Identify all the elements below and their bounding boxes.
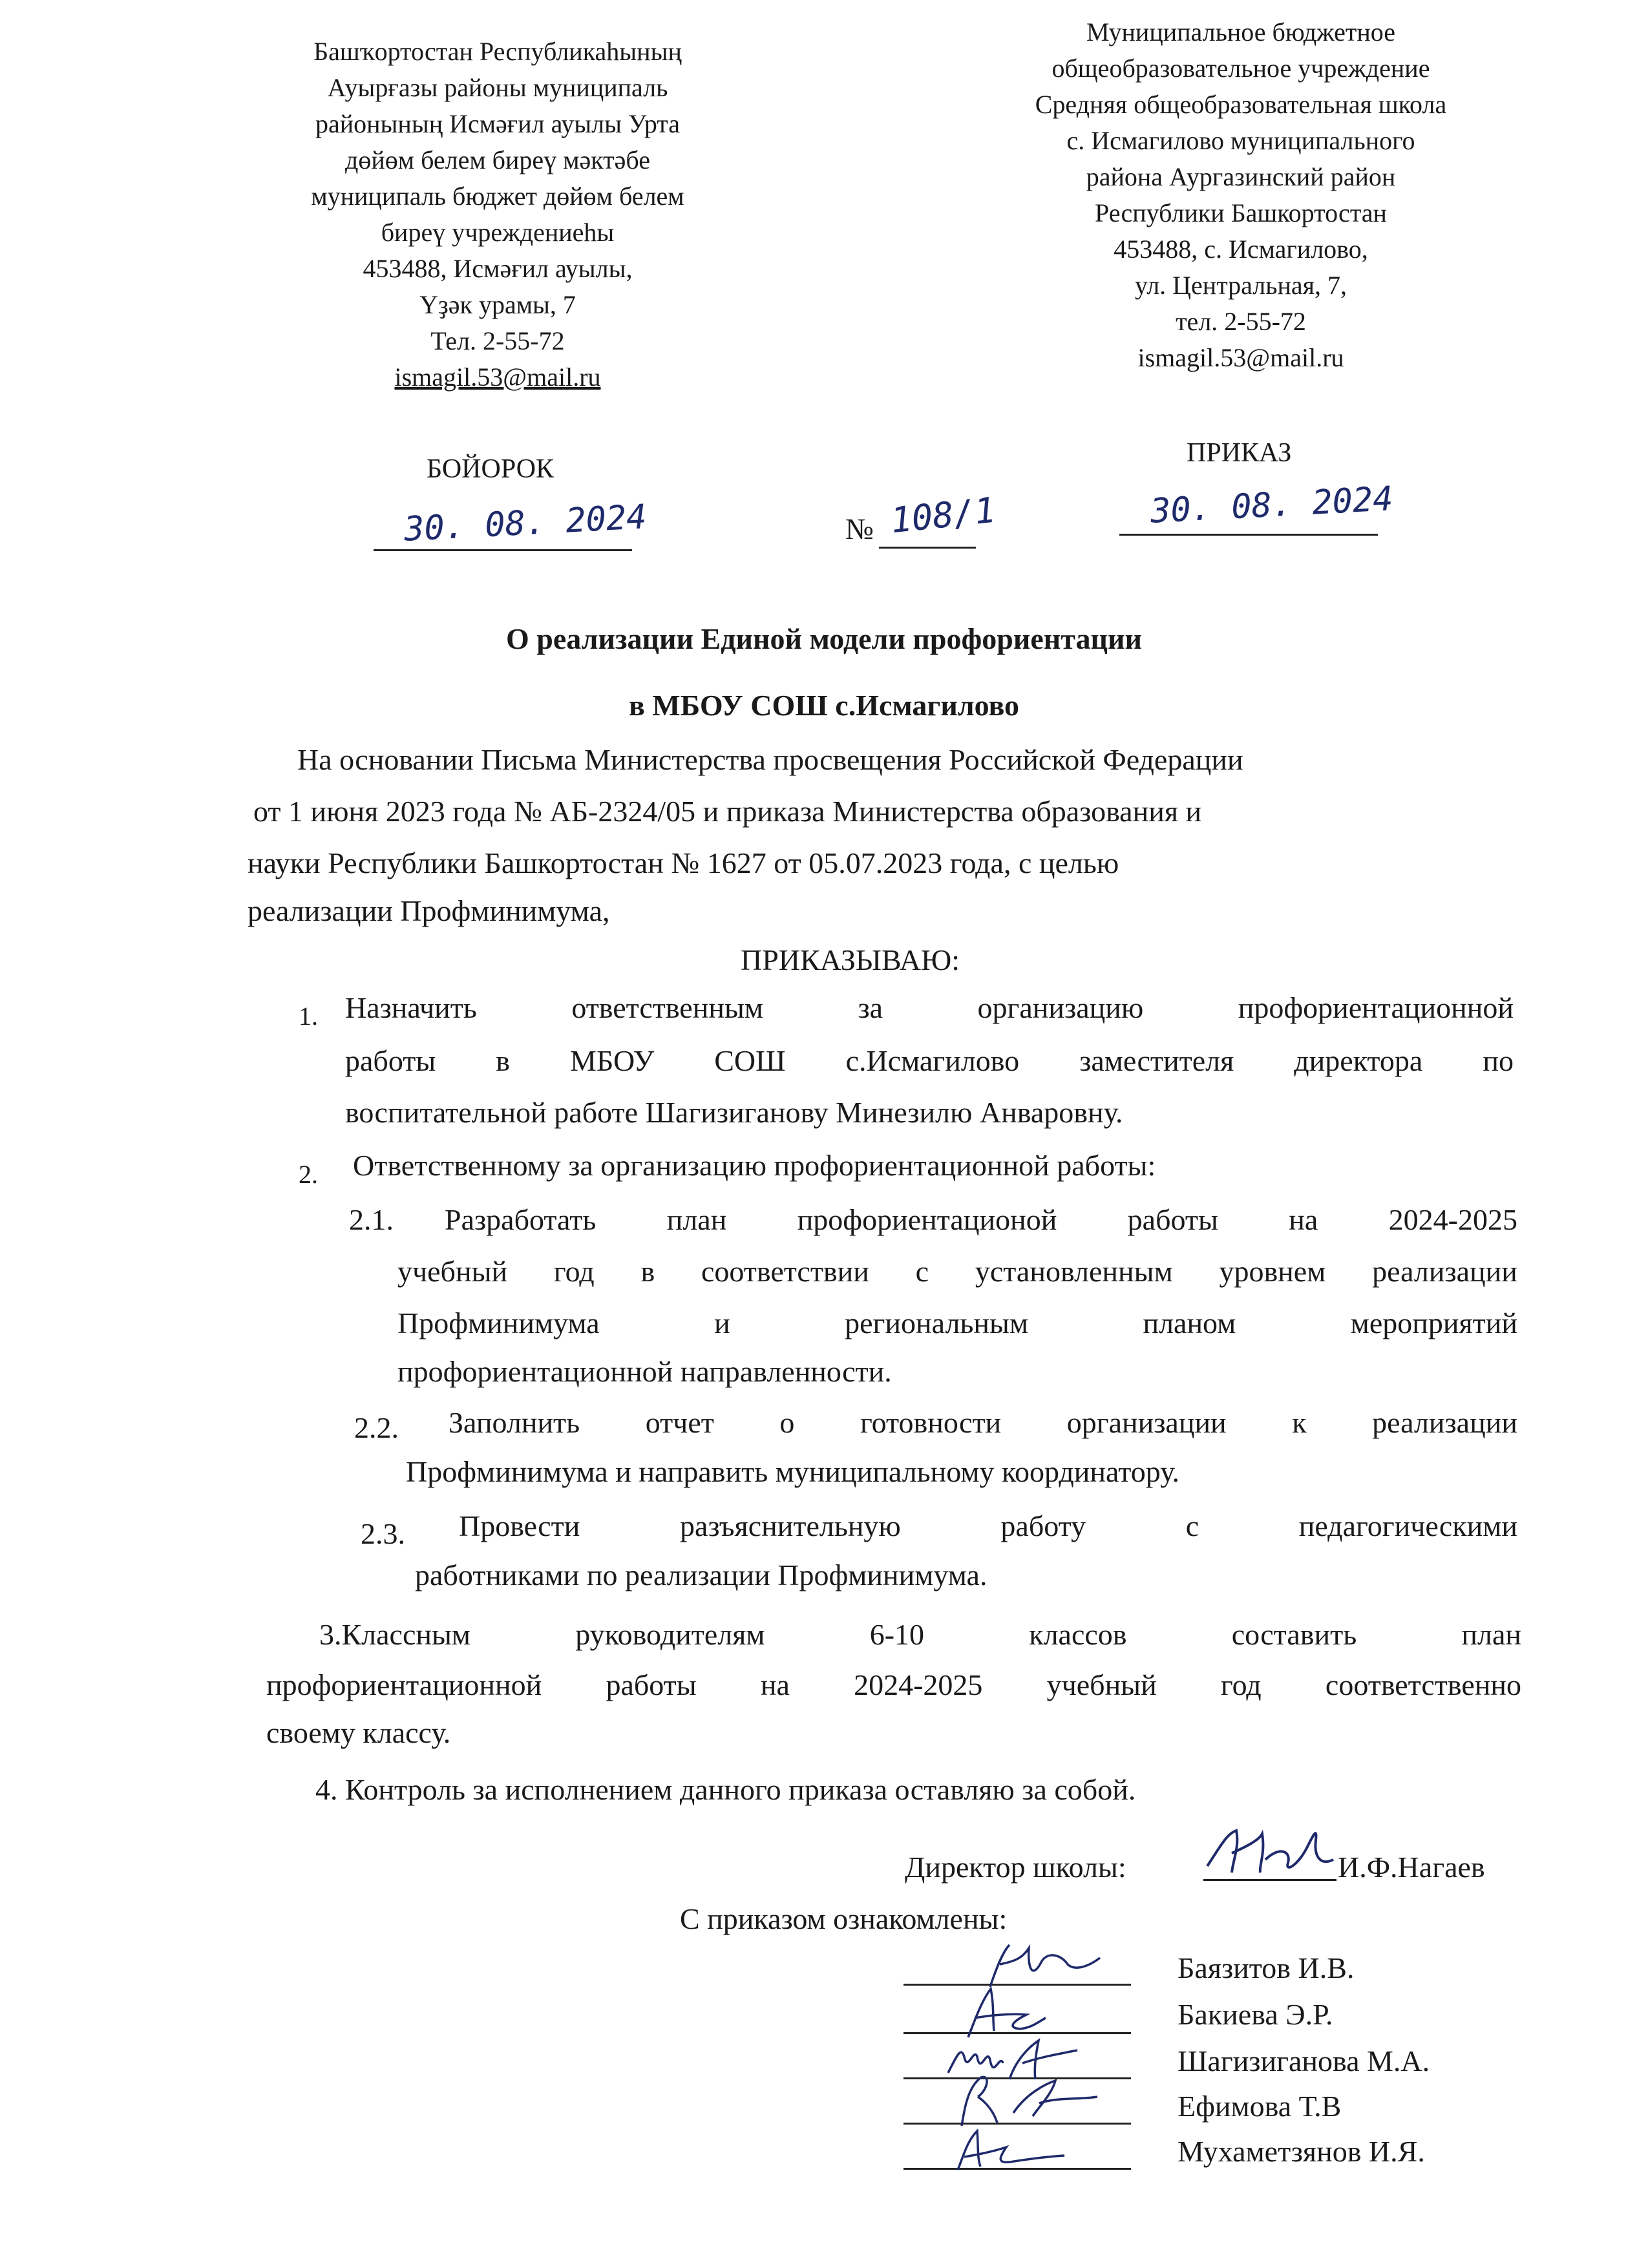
word: план	[666, 1203, 727, 1236]
word: Провести	[459, 1509, 580, 1542]
word: работы	[606, 1668, 697, 1701]
word: готовности	[860, 1406, 1002, 1439]
item-number: 2.2.	[354, 1411, 399, 1444]
word: учебный	[397, 1255, 508, 1288]
header-left-line: муниципаль бюджет дөйөм белем	[311, 182, 684, 211]
word: руководителям	[575, 1618, 765, 1651]
header-right-line: Средняя общеобразовательная школа	[1035, 90, 1447, 119]
item-2-1-line-3	[397, 1304, 1517, 1343]
word: на	[1289, 1203, 1318, 1236]
word: отчет	[645, 1406, 714, 1439]
word: заместителя	[1079, 1044, 1234, 1077]
word: на	[760, 1668, 790, 1701]
header-left-line: биреү учреждениеһы	[381, 218, 615, 247]
header-left-email[interactable]: ismagil.53@mail.ru	[394, 362, 601, 392]
director-label: Директор школы:	[905, 1851, 1126, 1884]
word: 2024-2025	[1388, 1203, 1517, 1236]
word: Профминимума	[397, 1307, 600, 1339]
header-left-line: дөйөм белем биреү мәктәбе	[345, 145, 650, 174]
word: установленным	[975, 1255, 1173, 1288]
word: составить	[1231, 1618, 1357, 1651]
item-1-line-3: воспитательной работе Шагизиганову Минезилю Анваровну.	[345, 1096, 1123, 1129]
word: в	[496, 1044, 510, 1077]
item-number: 2.	[299, 1160, 318, 1189]
header-right	[956, 14, 1525, 376]
word: мероприятий	[1350, 1307, 1517, 1339]
word: Назначить	[345, 991, 477, 1024]
item-number: 2.3.	[361, 1517, 405, 1550]
header-right-line: ул. Центральная, 7,	[1134, 271, 1347, 300]
acquainted-name: Ефимова Т.В	[1178, 2090, 1342, 2123]
item-1-line-2	[345, 1042, 1514, 1080]
signature-5	[945, 2118, 1074, 2176]
header-left-line: Ауырғазы районы муниципаль	[327, 73, 668, 102]
item-2-line-1: Ответственному за организацию профориентационной работы:	[353, 1149, 1156, 1182]
header-right-line: с. Исмагилово муниципального	[1066, 126, 1415, 155]
header-left	[239, 34, 756, 395]
word: с.Исмагилово	[845, 1044, 1020, 1077]
preamble-line: реализации Профминимума,	[248, 894, 610, 927]
header-right-line: тел. 2-55-72	[1176, 307, 1306, 336]
order-word: ПРИКАЗЫВАЮ:	[741, 943, 960, 976]
word: план	[1461, 1618, 1521, 1651]
header-right-line: Республики Башкортостан	[1095, 198, 1387, 227]
word: планом	[1143, 1307, 1236, 1339]
word: за	[858, 991, 883, 1024]
director-name: И.Ф.Нагаев	[1338, 1851, 1485, 1884]
word: Разработать	[445, 1203, 597, 1236]
item-2-2-line-2: Профминимума и направить муниципальному координатору.	[406, 1455, 1180, 1488]
word: директора	[1294, 1044, 1423, 1077]
word: ответственным	[571, 991, 763, 1024]
item-2-3-line-1	[459, 1507, 1517, 1546]
word: разъяснительную	[679, 1509, 901, 1542]
header-right-email[interactable]: ismagil.53@mail.ru	[1137, 343, 1344, 372]
header-left-line: Тел. 2-55-72	[430, 326, 565, 355]
word: Заполнить	[449, 1406, 580, 1439]
word: к	[1292, 1406, 1307, 1439]
item-3-line-1	[319, 1615, 1521, 1654]
word: профориентационной	[266, 1668, 542, 1701]
word: реализации	[1372, 1406, 1517, 1439]
header-right-line: района Аургазинский район	[1086, 162, 1396, 191]
word: учебный	[1046, 1668, 1157, 1701]
item-2-1-line-2	[397, 1252, 1517, 1291]
director-signature-line	[1203, 1879, 1336, 1881]
word: профориентационой	[797, 1203, 1057, 1236]
item-4-line-1: 4. Контроль за исполнением данного приказа оставляю за собой.	[315, 1773, 1136, 1806]
acquainted-name: Шагизиганова М.А.	[1178, 2044, 1430, 2077]
header-left-line: районының Исмәғил ауылы Урта	[315, 109, 681, 138]
word: год	[553, 1255, 595, 1288]
item-2-3-line-2: работниками по реализации Профминимума.	[415, 1559, 988, 1591]
date-left-underline	[374, 549, 632, 551]
word: МБОУ	[570, 1044, 655, 1077]
word: соответственно	[1325, 1668, 1521, 1701]
word: педагогическими	[1298, 1509, 1517, 1542]
item-number: 1.	[299, 1002, 318, 1031]
word: реализации	[1372, 1255, 1517, 1288]
preamble-line: На основании Письма Министерства просвещения Российской Федерации	[297, 743, 1243, 776]
word: СОШ	[714, 1044, 786, 1077]
date-right: 30. 08. 2024	[1149, 479, 1395, 531]
word: о	[779, 1406, 795, 1439]
word: работы	[1127, 1203, 1218, 1236]
number-underline	[879, 547, 976, 549]
word: и	[714, 1307, 730, 1339]
header-right-line: общеобразовательное учреждение	[1051, 54, 1430, 83]
director-signature	[1201, 1821, 1343, 1879]
word: региональным	[845, 1307, 1029, 1339]
acquainted-name: Баязитов И.В.	[1178, 1951, 1355, 1984]
word: 2024-2025	[854, 1668, 983, 1701]
word: в	[640, 1255, 655, 1288]
word: 6-10	[869, 1618, 925, 1651]
header-left-line: Үҙәк урамы, 7	[419, 290, 576, 319]
header-left-line: Башҡортостан Республикаһының	[313, 37, 682, 66]
order-number: 108/1	[889, 489, 998, 541]
doc-type-russian: ПРИКАЗ	[1187, 438, 1292, 468]
header-left-line: 453488, Исмәғил ауылы,	[363, 254, 633, 283]
header-right-line: 453488, с. Исмагилово,	[1114, 235, 1368, 264]
word: с	[1185, 1509, 1199, 1542]
word: 3.Классным	[319, 1618, 471, 1651]
word: классов	[1029, 1618, 1127, 1651]
date-left: 30. 08. 2024	[403, 498, 648, 549]
word: профориентационной	[1238, 991, 1514, 1024]
acquainted-label: С приказом ознакомлены:	[680, 1902, 1008, 1935]
word: уровнем	[1219, 1255, 1326, 1288]
item-number: 2.1.	[349, 1203, 394, 1236]
word: работу	[1000, 1509, 1086, 1542]
header-right-line: Муниципальное бюджетное	[1086, 17, 1396, 47]
acquainted-name: Бакиева Э.Р.	[1178, 1998, 1333, 2031]
preamble-line: от 1 июня 2023 года № АБ-2324/05 и приказа Министерства образования и	[253, 795, 1202, 828]
number-sign: №	[845, 512, 874, 545]
doc-type-bashkir: БОЙОРОК	[427, 454, 555, 484]
item-2-1-line-1	[445, 1201, 1517, 1239]
item-1-line-1	[345, 989, 1514, 1027]
word: организации	[1066, 1406, 1227, 1439]
word: год	[1220, 1668, 1262, 1701]
document-subtitle: в МБОУ СОШ с.Исмагилово	[628, 689, 1020, 722]
acquainted-name: Мухаметзянов И.Я.	[1178, 2135, 1425, 2168]
document-title: О реализации Единой модели профориентации	[506, 622, 1142, 655]
item-3-line-3: своему классу.	[266, 1716, 451, 1749]
word: организацию	[977, 991, 1144, 1024]
word: с	[915, 1255, 929, 1288]
word: работы	[345, 1044, 436, 1077]
preamble-line: науки Республики Башкортостан № 1627 от 05.07.2023 года, с целью	[248, 846, 1119, 879]
word: соответствии	[701, 1255, 869, 1288]
word: по	[1483, 1044, 1514, 1077]
item-2-1-line-4: профориентационной направленности.	[397, 1355, 892, 1388]
item-2-2-line-1	[449, 1403, 1517, 1442]
date-right-underline	[1119, 534, 1378, 536]
item-3-line-2	[266, 1666, 1521, 1705]
